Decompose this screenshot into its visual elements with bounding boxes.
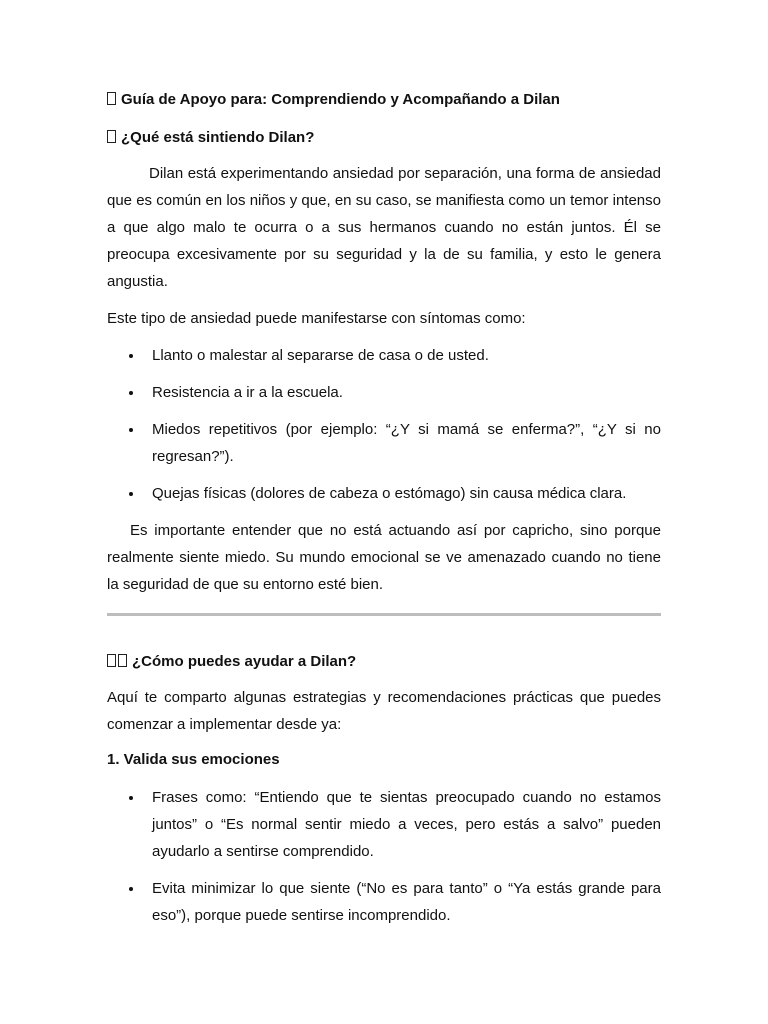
list-item: Resistencia a ir a la escuela. bbox=[107, 379, 661, 406]
thought-icon bbox=[107, 130, 116, 143]
helping-hands-icon-part bbox=[118, 654, 127, 667]
paragraph-not-caprice: Es importante entender que no está actuando así por capricho, sino porque realmente siente miedo. Su mundo emocional se ve amenazado cuando no tiene la seguridad de que su entorno esté bien. bbox=[107, 522, 661, 593]
paragraph-symptoms-intro: Este tipo de ansiedad puede manifestarse con síntomas como: bbox=[107, 310, 526, 327]
list-item: Evita minimizar lo que siente (“No es para tanto” o “Ya estás grande para eso”), porque puede sentirse incomprendido. bbox=[107, 875, 661, 929]
paragraph-anxiety-description: Dilan está experimentando ansiedad por separación, una forma de ansiedad que es común en los niños y que, en su caso, se manifiesta como un temor intenso a que algo malo te ocurra o a sus hermanos cuando no están juntos. Él se preocupa excesivamente por su seguridad y la de su familia, y esto le genera angustia. bbox=[107, 165, 661, 290]
list-item: Llanto o malestar al separarse de casa o de usted. bbox=[107, 342, 661, 369]
paragraph-strategies-intro: Aquí te comparto algunas estrategias y recomendaciones prácticas que puedes comenzar a implementar desde ya: bbox=[107, 689, 661, 733]
section-heading-feelings-text: ¿Qué está sintiendo Dilan? bbox=[121, 129, 315, 146]
validate-emotions-list bbox=[107, 784, 661, 929]
helping-hands-icon bbox=[107, 654, 116, 667]
section-heading-feelings bbox=[107, 126, 661, 150]
document-title-text: Guía de Apoyo para: Comprendiendo y Acompañando a Dilan bbox=[121, 91, 560, 108]
document-page bbox=[107, 88, 661, 929]
list-item: Quejas físicas (dolores de cabeza o estómago) sin causa médica clara. bbox=[107, 480, 661, 507]
symptom-list bbox=[107, 342, 661, 507]
subheading-validate-emotions: 1. Valida sus emociones bbox=[107, 751, 280, 768]
list-item: Frases como: “Entiendo que te sientas preocupado cuando no estamos juntos” o “Es normal sentir miedo a veces, pero estás a salvo” pueden ayudarlo a sentirse comprendido. bbox=[107, 784, 661, 865]
list-item: Miedos repetitivos (por ejemplo: “¿Y si mamá se enferma?”, “¿Y si no regresan?”). bbox=[107, 416, 661, 470]
document-title bbox=[107, 88, 661, 112]
section-heading-help bbox=[107, 650, 661, 674]
book-icon bbox=[107, 92, 116, 105]
section-heading-help-text: ¿Cómo puedes ayudar a Dilan? bbox=[132, 653, 357, 670]
horizontal-divider bbox=[107, 613, 661, 616]
